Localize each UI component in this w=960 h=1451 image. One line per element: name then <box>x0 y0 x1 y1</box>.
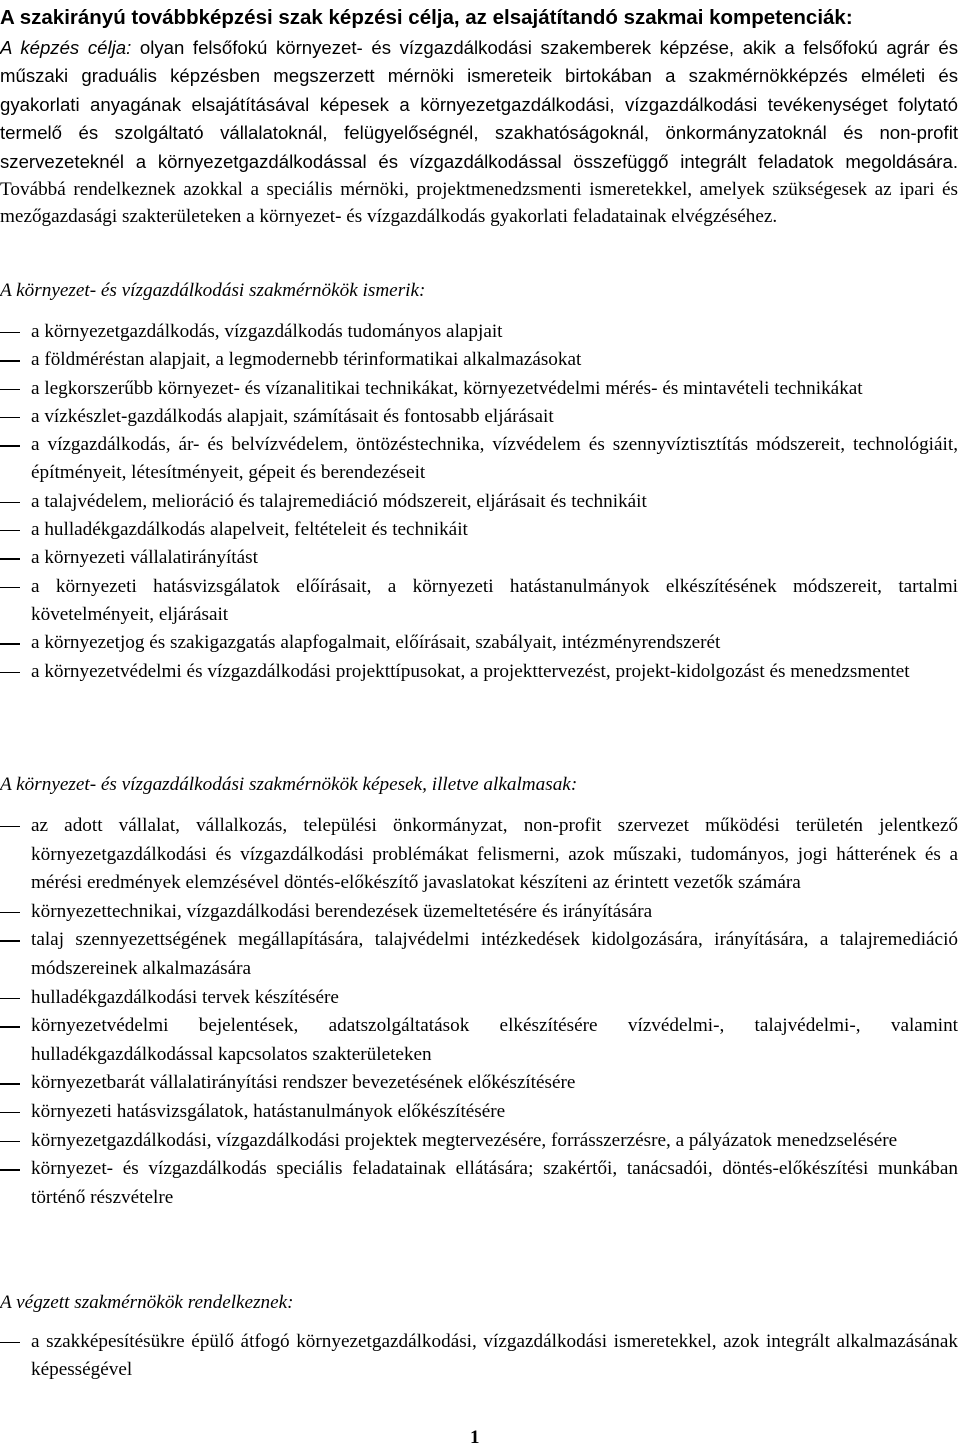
dash-bullet-icon <box>0 1141 20 1142</box>
list-item-text: a legkorszerűbb környezet- és vízanalitikai technikákat, környezetvédelmi mérés- és mintavételi technikákat <box>31 377 863 399</box>
dash-bullet-icon <box>0 530 20 531</box>
page-heading: A szakirányú továbbképzési szak képzési célja, az elsajátítandó szakmai kompetenciák: <box>0 6 853 29</box>
list-item <box>0 629 958 657</box>
list-item-text: a környezeti hatásvizsgálatok előírásait, a környezeti hatástanulmányok elkészítésének módszereit, tartalmi követelményeit, eljárásait <box>31 575 958 625</box>
list-item <box>0 544 958 572</box>
list-item <box>0 403 958 431</box>
list-item-text: a vízkészlet-gazdálkodás alapjait, számításait és fontosabb eljárásait <box>31 405 554 427</box>
dash-bullet-icon <box>0 1083 20 1084</box>
dash-bullet-icon <box>0 1026 20 1027</box>
dash-bullet-icon <box>0 826 20 827</box>
list-item-text: környezet- és vízgazdálkodás speciális feladatainak ellátására; szakértői, tanácsadói, döntés-előkészítési munkában történő részvételre <box>31 1158 958 1208</box>
list-item <box>0 1155 958 1212</box>
list-item-text: környezetvédelmi bejelentések, adatszolgáltatások elkészítésére vízvédelmi-, talajvédelmi-, valamint hulladékgazdálkodással kapcsolatos szakterületeken <box>31 1015 958 1065</box>
dash-bullet-icon <box>0 417 20 418</box>
list-item <box>0 926 958 983</box>
list-item-text: talaj szennyezettségének megállapítására, talajvédelmi intézkedések kidolgozására, irányítására, a talajremediáció módszereinek alkalmazására <box>31 929 958 979</box>
list-item-text: a környezetjog és szakigazgatás alapfogalmait, előírásait, szabályait, intézményrendszerét <box>31 632 721 654</box>
section-3-list <box>0 1328 958 1384</box>
list-item <box>0 1328 958 1384</box>
dash-bullet-icon <box>0 587 20 588</box>
list-item-text: a szakképesítésükre épülő átfogó környezetgazdálkodási, vízgazdálkodási ismeretekkel, azok integrált alkalmazásának képességével <box>31 1331 958 1380</box>
dash-bullet-icon <box>0 360 20 361</box>
list-item-text: az adott vállalat, vállalkozás, települési önkormányzat, non-profit szervezet működési területén jelentkező környezetgazdálkodási és vízgazdálkodási problémákat felismerni, azok műszaki, tudományos, jogi hátterének és a mérési eredmények elemzésével döntés-előkészítő javaslatokat készíteni az érintett vezetők számára <box>31 815 958 894</box>
list-item-text: a környezetvédelmi és vízgazdálkodási projekttípusokat, a projekttervezést, projekt-kidolgozást és menedzsmentet <box>31 660 910 682</box>
list-item <box>0 1098 958 1127</box>
section-3-title: A végzett szakmérnökök rendelkeznek: <box>0 1292 294 1313</box>
list-item <box>0 898 958 927</box>
list-item-text: a talajvédelem, melioráció és talajremediáció módszereit, eljárásait és technikáit <box>31 490 647 512</box>
intro-sans-text: olyan felsőfokú környezet- és vízgazdálkodási szakemberek képzése, akik a felsőfokú agrár és műszaki graduális képzésben megszerzett mérnöki ismereteik birtokában a szakmérnökképzés elméleti és gyakorlati anyagának elsajátításával képesek a környezetgazdálkodási, vízgazdálkodási tevékenységet folytató termelő és szolgáltató vállalatoknál, felügyelőségnél, szakhatóságoknál, önkormányzatoknál és non-profit szervezeteknél a környezetgazdálkodással és vízgazdálkodással összefüggő integrált feladatok megoldására. <box>0 37 958 172</box>
list-item-text: környezettechnikai, vízgazdálkodási berendezések üzemeltetésére és irányítására <box>31 900 653 922</box>
list-item <box>0 984 958 1013</box>
list-item-text: környezetbarát vállalatirányítási rendszer bevezetésének előkészítésére <box>31 1072 576 1094</box>
section-1-list <box>0 318 958 686</box>
list-item-text: a vízgazdálkodás, ár- és belvízvédelem, öntözéstechnika, vízvédelem és szennyvíztisztítás módszereit, technológiáit, építményeit, létesítményeit, gépeit és berendezéseit <box>31 434 958 484</box>
list-item <box>0 346 958 374</box>
list-item <box>0 431 958 488</box>
section-1-title: A környezet- és vízgazdálkodási szakmérnökök ismerik: <box>0 280 426 301</box>
list-item <box>0 1127 958 1156</box>
dash-bullet-icon <box>0 940 20 941</box>
intro-label: A képzés célja: <box>0 37 132 58</box>
dash-bullet-icon <box>0 998 20 999</box>
dash-bullet-icon <box>0 389 20 390</box>
list-item <box>0 573 958 630</box>
dash-bullet-icon <box>0 672 20 673</box>
list-item <box>0 488 958 516</box>
dash-bullet-icon <box>0 332 20 333</box>
list-item <box>0 375 958 403</box>
page-number: 1 <box>470 1427 480 1448</box>
dash-bullet-icon <box>0 558 20 559</box>
list-item-text: hulladékgazdálkodási tervek készítésére <box>31 986 339 1008</box>
list-item-text: a földméréstan alapjait, a legmodernebb térinformatikai alkalmazásokat <box>31 349 582 371</box>
dash-bullet-icon <box>0 1112 20 1113</box>
list-item <box>0 1069 958 1098</box>
dash-bullet-icon <box>0 1342 20 1343</box>
dash-bullet-icon <box>0 1169 20 1170</box>
list-item-text: környezetgazdálkodási, vízgazdálkodási projektek megtervezésére, forrásszerzésre, a pályázatok menedzselésére <box>31 1129 898 1151</box>
intro-serif-text: Továbbá rendelkeznek azokkal a speciális mérnöki, projektmenedzsmenti ismeretekkel, amelyek szükségesek az ipari és mezőgazdasági szakterületeken a környezet- és vízgazdálkodás gyakorlati feladatainak elvégzéséhez. <box>0 179 958 228</box>
list-item <box>0 812 958 898</box>
list-item <box>0 658 958 686</box>
list-item-text: környezeti hatásvizsgálatok, hatástanulmányok előkészítésére <box>31 1100 506 1122</box>
section-2-list <box>0 812 958 1212</box>
dash-bullet-icon <box>0 445 20 446</box>
list-item <box>0 318 958 346</box>
list-item <box>0 1012 958 1069</box>
dash-bullet-icon <box>0 643 20 644</box>
list-item-text: a környezetgazdálkodás, vízgazdálkodás tudományos alapjait <box>31 321 503 342</box>
dash-bullet-icon <box>0 912 20 913</box>
intro-paragraph <box>0 34 958 231</box>
list-item <box>0 516 958 544</box>
dash-bullet-icon <box>0 502 20 503</box>
list-item-text: a környezeti vállalatirányítást <box>31 547 258 569</box>
section-2-title: A környezet- és vízgazdálkodási szakmérnökök képesek, illetve alkalmasak: <box>0 774 578 795</box>
list-item-text: a hulladékgazdálkodás alapelveit, feltételeit és technikáit <box>31 519 468 541</box>
